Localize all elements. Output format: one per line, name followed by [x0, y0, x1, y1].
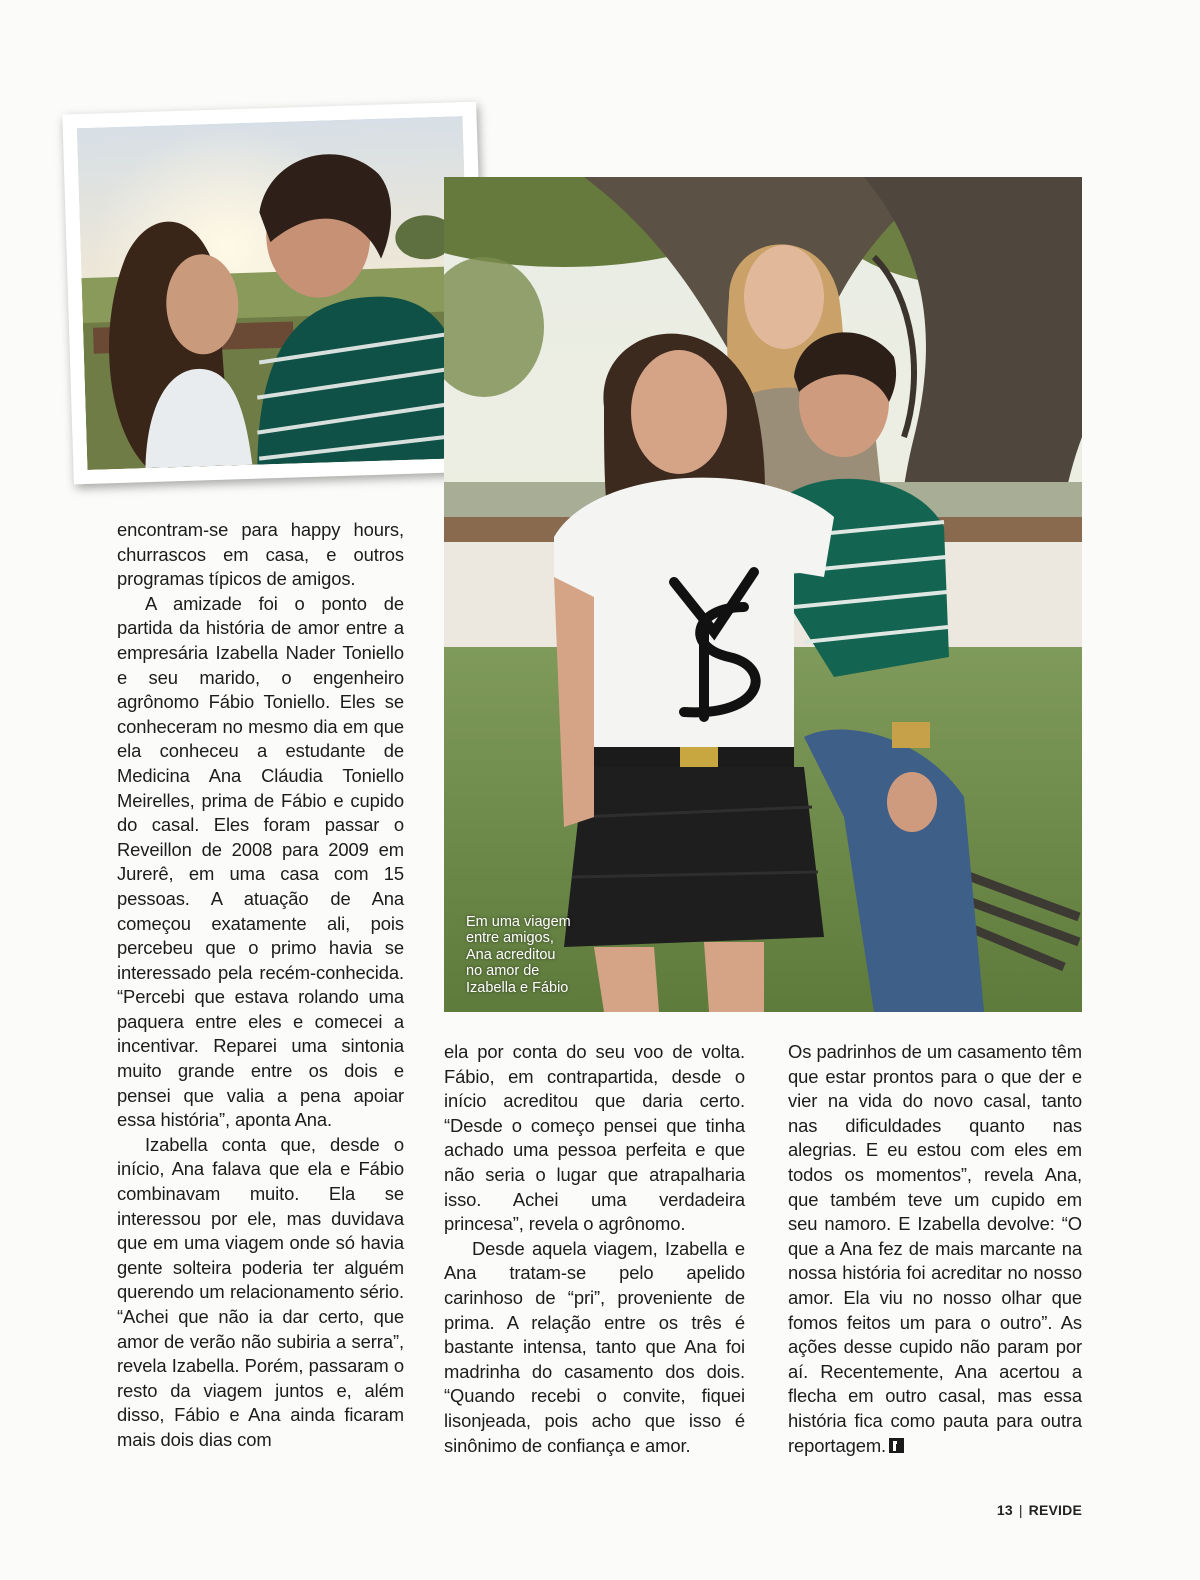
article-paragraph: encontram-se para happy hours, churrascos em casa, e outros programas típicos de amigos.	[117, 519, 404, 590]
article-paragraph: Izabella conta que, desde o início, Ana falava que ela e Fábio combinavam muito. Ela se interessou por ele, mas duvidava que em uma viagem onde só havia gente solteira poderia ter alguém querendo um relacionamento sério. “Achei que não ia dar certo, que amor de verão não subiria a serra”, revela Izabella. Porém, passaram o resto da viagem juntos e, além disso, Fábio e Ana ainda ficaram mais dois dias com	[117, 1133, 404, 1450]
couple-photo-illustration	[77, 116, 474, 470]
caption-line: Ana acreditou	[466, 946, 556, 963]
caption-line: no amor de	[466, 963, 540, 979]
page-footer	[997, 1502, 1082, 1518]
caption-line: Izabella e Fábio	[466, 979, 569, 996]
article-column-3	[788, 1040, 1082, 1458]
couple-sunset-photo	[77, 116, 474, 470]
article-paragraph: ela por conta do seu voo de volta. Fábio, em contrapartida, desde o início acreditou que daria certo. “Desde o começo pensei que tinha achado uma pessoa perfeita e que não seria o lugar que atrapalharia isso. Achei uma verdadeira princesa”, revela o agrônomo.	[444, 1041, 745, 1235]
inset-photo-frame	[62, 102, 487, 485]
photo-caption	[466, 914, 596, 997]
magazine-name: REVIDE	[1028, 1502, 1082, 1518]
article-final-text: Os padrinhos de um casamento têm que estar prontos para o que der e vier na vida do novo casal, tanto nas dificuldades quanto nas alegrias. E eu estou com eles em todos os momentos”, revela Ana, que também teve um cupido em seu namoro. E Izabella devolve: “O que a Ana fez de mais marcante na nossa história foi acreditar no nosso amor. Ela viu no nosso olhar que fomos feitos um para o outro”. As ações desse cupido não param por aí. Recentemente, Ana acertou a flecha em outro casal, mas essa história fica como pauta para outra reportagem.	[788, 1041, 1082, 1456]
article-paragraph: Desde aquela viagem, Izabella e Ana tratam-se pelo apelido carinhoso de “pri”, proveniente de prima. A relação entre os três é bastante intensa, tanto que Ana foi madrinha do casamento dos dois. “Quando recebi o convite, fiquei lisonjeada, pois acho que isso é sinônimo de confiança e amor.	[444, 1237, 745, 1456]
article-paragraph: A amizade foi o ponto de partida da história de amor entre a empresária Izabella Nader Toniello e seu marido, o engenheiro agrônomo Fábio Toniello. Eles se conheceram no mesmo dia em que ela conheceu a estudante de Medicina Ana Cláudia Toniello Meirelles, prima de Fábio e cupido do casal. Eles foram passar o Reveillon de 2008 para 2009 em Jurerê, em uma casa com 15 pessoas. A atuação de Ana começou exatamente ali, pois percebeu que o primo havia se interessado pela recém-conhecida. “Percebi que estava rolando uma paquera entre eles e comecei a incentivar. Reparei uma sintonia muito grande entre os dois e pensei que valia a pena apoiar essa história”, aponta Ana.	[117, 592, 404, 1131]
article-column-1	[117, 518, 404, 1453]
article-column-2	[444, 1040, 745, 1458]
page-number: 13	[996, 1502, 1013, 1518]
caption-line: Em uma viagem	[466, 913, 571, 930]
caption-line: entre amigos,	[466, 930, 554, 946]
article-paragraph-final	[788, 1040, 1082, 1458]
main-photo	[444, 177, 1082, 1012]
group-photo-illustration	[444, 177, 1082, 1012]
footer-separator: |	[1018, 1502, 1023, 1518]
end-of-article-icon	[889, 1438, 904, 1453]
